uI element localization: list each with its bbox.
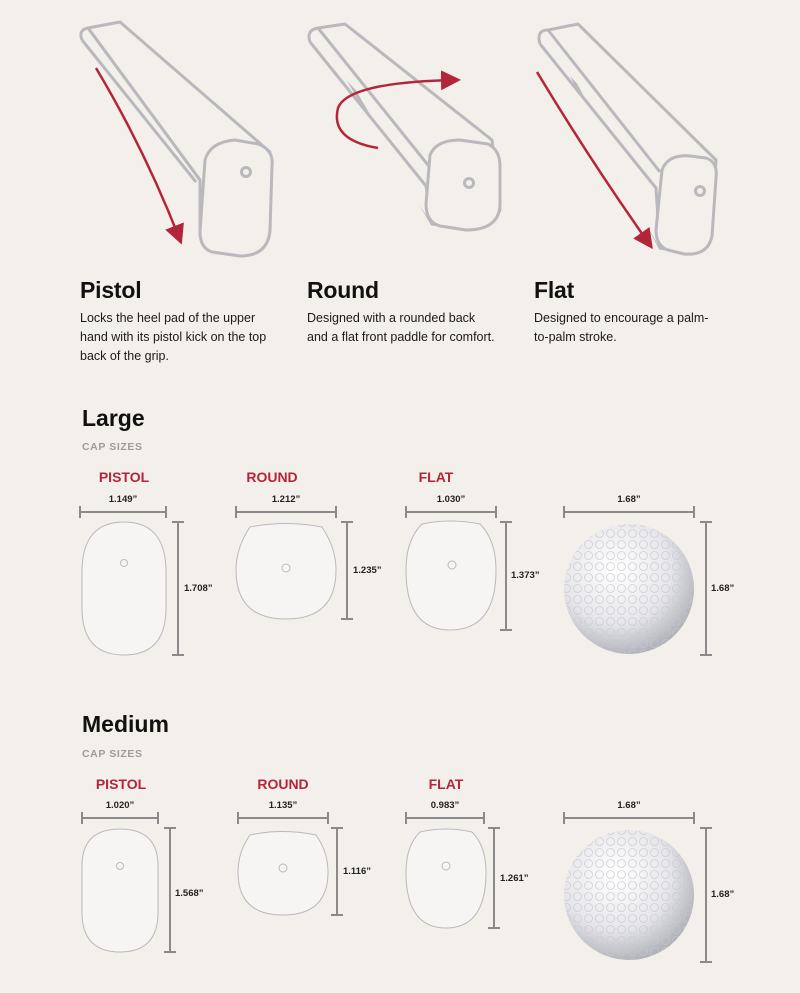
- flat-title: Flat: [534, 277, 575, 303]
- round-description: Designed with a rounded back and a flat front paddle for comfort.: [307, 311, 495, 344]
- large-flat-width: 1.030”: [436, 494, 466, 505]
- medium-cap-label: CAP SIZES: [82, 748, 143, 760]
- large-pistol-cap: [82, 522, 166, 655]
- medium-ball-height: 1.68”: [711, 889, 735, 900]
- medium-pistol-label: PISTOL: [95, 776, 147, 792]
- large-round-width: 1.212”: [271, 494, 301, 505]
- large-cap-label: CAP SIZES: [82, 441, 143, 453]
- medium-pistol-width: 1.020”: [105, 800, 135, 811]
- round-title: Round: [307, 277, 379, 303]
- large-flat-height: 1.373”: [511, 570, 540, 581]
- medium-pistol-cap: [82, 829, 158, 952]
- large-pistol-label: PISTOL: [98, 469, 150, 485]
- medium-round-label: ROUND: [257, 776, 309, 792]
- pistol-grip-icon: [81, 22, 272, 256]
- large-round-label: ROUND: [246, 469, 298, 485]
- large-round-cap: [236, 524, 336, 620]
- large-ball-width: 1.68”: [617, 494, 641, 505]
- large-pistol-height: 1.708”: [184, 583, 213, 594]
- large-golf-ball: [564, 524, 694, 654]
- medium-round-cap: [238, 832, 328, 916]
- medium-flat-height: 1.261”: [500, 873, 529, 884]
- medium-title: Medium: [82, 711, 169, 737]
- medium-flat-label: FLAT: [428, 776, 464, 792]
- medium-flat-cap: [406, 829, 486, 928]
- large-ball-height: 1.68”: [711, 583, 735, 594]
- round-grip-icon: [309, 24, 500, 230]
- medium-golf-ball: [564, 830, 694, 960]
- pistol-description: Locks the heel pad of the upper hand with its pistol kick on the top back of the grip.: [80, 311, 267, 363]
- medium-round-height: 1.116”: [343, 866, 371, 877]
- flat-grip-icon: [539, 24, 716, 254]
- large-flat-cap: [406, 521, 496, 630]
- large-flat-label: FLAT: [418, 469, 454, 485]
- medium-pistol-height: 1.568”: [175, 888, 204, 899]
- medium-flat-width: 0.983”: [430, 800, 460, 811]
- medium-round-width: 1.135”: [268, 800, 298, 811]
- large-round-height: 1.235”: [353, 565, 382, 576]
- pistol-title: Pistol: [80, 277, 142, 303]
- large-pistol-width: 1.149”: [108, 494, 138, 505]
- medium-ball-width: 1.68”: [617, 800, 641, 811]
- flat-description: Designed to encourage a palm-to-palm stroke.: [534, 311, 709, 344]
- large-title: Large: [82, 405, 145, 431]
